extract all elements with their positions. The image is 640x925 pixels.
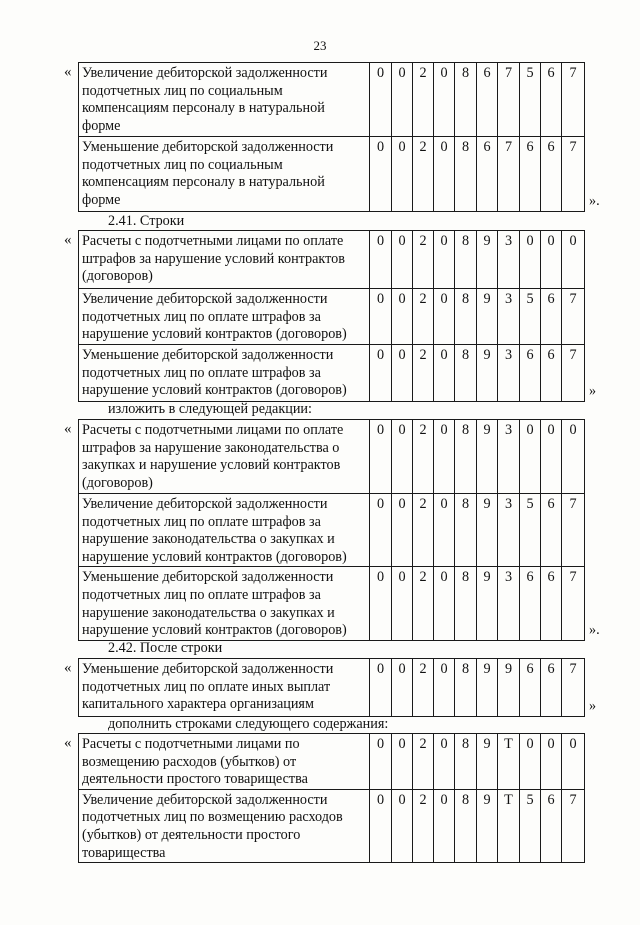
- code-digit: 0: [392, 734, 413, 790]
- opening-quote: «: [64, 64, 72, 80]
- opening-quote: «: [64, 421, 72, 437]
- table-row: [79, 734, 585, 790]
- code-digit: 0: [520, 420, 541, 494]
- code-digit: 6: [541, 659, 562, 717]
- code-digit: 8: [455, 231, 477, 289]
- code-digit: 0: [370, 420, 392, 494]
- code-digit: 2: [413, 420, 434, 494]
- code-digit: 0: [434, 137, 455, 212]
- code-digit: 7: [562, 789, 585, 862]
- code-digit: 6: [541, 567, 562, 641]
- closing-quote: ».: [589, 193, 600, 209]
- code-digit: 3: [498, 567, 520, 641]
- code-digit: 7: [562, 659, 585, 717]
- code-digit: 6: [541, 137, 562, 212]
- code-digit: 3: [498, 494, 520, 567]
- table-row: [79, 289, 585, 345]
- code-digit: 6: [520, 137, 541, 212]
- code-digit: 0: [370, 231, 392, 289]
- table-row: [79, 63, 585, 137]
- code-digit: 8: [455, 734, 477, 790]
- code-digit: 0: [370, 345, 392, 402]
- instruction-caption: дополнить строками следующего содержания:: [108, 716, 389, 732]
- code-digit: 3: [498, 231, 520, 289]
- code-digit: 0: [520, 231, 541, 289]
- code-digit: 2: [413, 63, 434, 137]
- code-table-t5: [78, 733, 585, 863]
- code-digit: 5: [520, 289, 541, 345]
- code-digit: 0: [392, 659, 413, 717]
- code-digit: 0: [370, 289, 392, 345]
- code-digit: 0: [370, 734, 392, 790]
- code-digit: 0: [520, 734, 541, 790]
- code-digit: 8: [455, 789, 477, 862]
- code-digit: 0: [434, 420, 455, 494]
- code-digit: 0: [392, 494, 413, 567]
- code-digit: 7: [562, 63, 585, 137]
- code-digit: 5: [520, 63, 541, 137]
- code-digit: 0: [370, 567, 392, 641]
- table-row: [79, 567, 585, 641]
- account-name: Увеличение дебиторской задолженности подотчетных лиц по оплате штрафов за нарушение условий контрактов (договоров): [79, 289, 370, 345]
- code-digit: 0: [541, 231, 562, 289]
- table-row: [79, 659, 585, 717]
- code-digit: 7: [562, 494, 585, 567]
- instruction-caption: изложить в следующей редакции:: [108, 401, 312, 417]
- code-digit: 0: [392, 63, 413, 137]
- code-digit: 7: [562, 137, 585, 212]
- code-digit: 6: [541, 289, 562, 345]
- code-digit: 2: [413, 289, 434, 345]
- closing-quote: ».: [589, 622, 600, 638]
- code-digit: 2: [413, 659, 434, 717]
- code-digit: 0: [562, 734, 585, 790]
- code-digit: 8: [455, 567, 477, 641]
- page-number: 23: [313, 38, 327, 53]
- code-digit: 0: [434, 63, 455, 137]
- code-digit: 0: [392, 289, 413, 345]
- code-digit: 2: [413, 734, 434, 790]
- code-digit: 3: [498, 289, 520, 345]
- code-digit: 8: [455, 345, 477, 402]
- code-digit: 0: [370, 63, 392, 137]
- code-digit: Т: [498, 789, 520, 862]
- code-digit: 0: [392, 789, 413, 862]
- code-digit: 0: [434, 289, 455, 345]
- table-row: [79, 420, 585, 494]
- code-table-t1: [78, 62, 585, 212]
- code-digit: 7: [498, 63, 520, 137]
- code-digit: 8: [455, 420, 477, 494]
- account-name: Уменьшение дебиторской задолженности подотчетных лиц по оплате штрафов за нарушение законодательства о закупках и нарушение условий контрактов (договоров): [79, 567, 370, 641]
- account-name: Увеличение дебиторской задолженности подотчетных лиц по возмещению расходов (убытков) от деятельности простого товарищества: [79, 789, 370, 862]
- code-digit: 0: [541, 734, 562, 790]
- code-digit: 5: [520, 789, 541, 862]
- account-name: Расчеты с подотчетными лицами по оплате штрафов за нарушение законодательства о закупках и нарушение условий контрактов (договоров): [79, 420, 370, 494]
- account-name: Уменьшение дебиторской задолженности подотчетных лиц по социальным компенсациям персоналу в натуральной форме: [79, 137, 370, 212]
- code-digit: 0: [392, 420, 413, 494]
- code-digit: 2: [413, 567, 434, 641]
- closing-quote: »: [589, 698, 597, 714]
- code-digit: 6: [541, 494, 562, 567]
- code-digit: 8: [455, 289, 477, 345]
- closing-quote: »: [589, 383, 597, 399]
- code-digit: 0: [434, 231, 455, 289]
- code-table-t2: [78, 230, 585, 402]
- code-digit: 7: [562, 345, 585, 402]
- code-digit: 9: [477, 494, 498, 567]
- code-digit: 9: [477, 345, 498, 402]
- code-digit: 2: [413, 231, 434, 289]
- code-digit: 9: [477, 289, 498, 345]
- code-digit: Т: [498, 734, 520, 790]
- code-digit: 7: [562, 289, 585, 345]
- code-digit: 0: [392, 231, 413, 289]
- table-row: [79, 345, 585, 402]
- code-digit: 2: [413, 494, 434, 567]
- table-row: [79, 494, 585, 567]
- code-digit: 2: [413, 137, 434, 212]
- code-digit: 0: [392, 137, 413, 212]
- opening-quote: «: [64, 660, 72, 676]
- code-digit: 9: [498, 659, 520, 717]
- code-digit: 0: [434, 345, 455, 402]
- code-digit: 0: [434, 659, 455, 717]
- code-digit: 8: [455, 137, 477, 212]
- table-row: [79, 137, 585, 212]
- code-digit: 8: [455, 659, 477, 717]
- code-digit: 7: [562, 567, 585, 641]
- code-digit: 6: [541, 63, 562, 137]
- code-digit: 0: [392, 345, 413, 402]
- code-digit: 0: [392, 567, 413, 641]
- code-digit: 6: [477, 63, 498, 137]
- code-digit: 9: [477, 567, 498, 641]
- account-name: Расчеты с подотчетными лицами по возмещению расходов (убытков) от деятельности простого товарищества: [79, 734, 370, 790]
- code-digit: 0: [370, 494, 392, 567]
- code-digit: 0: [434, 734, 455, 790]
- code-digit: 0: [370, 659, 392, 717]
- opening-quote: «: [64, 735, 72, 751]
- code-digit: 0: [434, 494, 455, 567]
- account-name: Уменьшение дебиторской задолженности подотчетных лиц по оплате иных выплат капитального характера организациям: [79, 659, 370, 717]
- account-name: Увеличение дебиторской задолженности подотчетных лиц по оплате штрафов за нарушение законодательства о закупках и нарушение условий контрактов (договоров): [79, 494, 370, 567]
- code-table-t4: [78, 658, 585, 717]
- code-digit: 3: [498, 420, 520, 494]
- code-digit: 6: [541, 345, 562, 402]
- code-digit: 2: [413, 345, 434, 402]
- account-name: Увеличение дебиторской задолженности подотчетных лиц по социальным компенсациям персоналу в натуральной форме: [79, 63, 370, 137]
- code-digit: 6: [477, 137, 498, 212]
- table-row: [79, 789, 585, 862]
- code-digit: 0: [434, 567, 455, 641]
- code-digit: 9: [477, 734, 498, 790]
- code-digit: 9: [477, 420, 498, 494]
- code-digit: 9: [477, 789, 498, 862]
- code-digit: 6: [520, 659, 541, 717]
- code-digit: 9: [477, 659, 498, 717]
- code-digit: 6: [520, 345, 541, 402]
- code-digit: 7: [498, 137, 520, 212]
- account-name: Уменьшение дебиторской задолженности подотчетных лиц по оплате штрафов за нарушение условий контрактов (договоров): [79, 345, 370, 402]
- account-name: Расчеты с подотчетными лицами по оплате штрафов за нарушение условий контрактов (договоров): [79, 231, 370, 289]
- code-digit: 0: [370, 137, 392, 212]
- code-digit: 2: [413, 789, 434, 862]
- code-digit: 0: [434, 789, 455, 862]
- instruction-caption: 2.41. Строки: [108, 213, 185, 229]
- code-digit: 9: [477, 231, 498, 289]
- code-digit: 0: [541, 420, 562, 494]
- instruction-caption: 2.42. После строки: [108, 640, 223, 656]
- code-digit: 8: [455, 494, 477, 567]
- code-digit: 0: [370, 789, 392, 862]
- table-row: [79, 231, 585, 289]
- code-digit: 5: [520, 494, 541, 567]
- code-digit: 0: [562, 231, 585, 289]
- opening-quote: «: [64, 232, 72, 248]
- code-digit: 0: [562, 420, 585, 494]
- code-digit: 6: [541, 789, 562, 862]
- code-digit: 6: [520, 567, 541, 641]
- code-digit: 3: [498, 345, 520, 402]
- code-table-t3: [78, 419, 585, 641]
- code-digit: 8: [455, 63, 477, 137]
